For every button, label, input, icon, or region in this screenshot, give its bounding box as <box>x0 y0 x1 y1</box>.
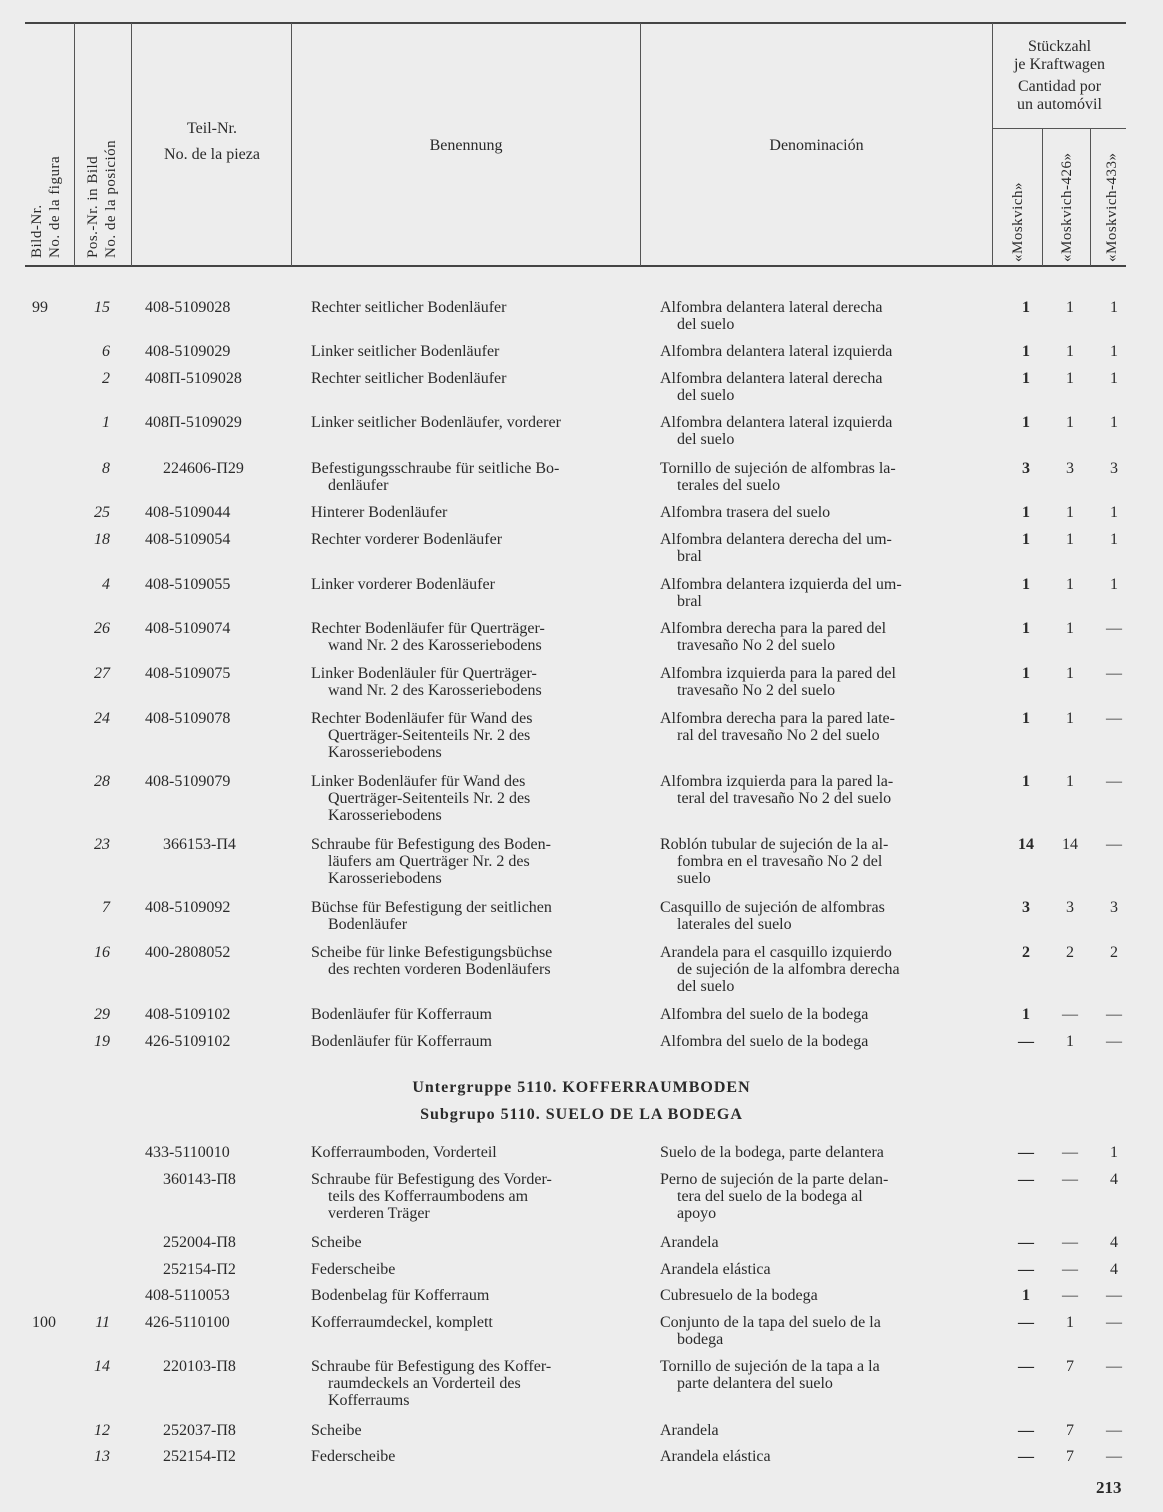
qty-moskvich-426-cell: 1 <box>1066 620 1074 637</box>
denominacion-line: Alfombra delantera lateral izquierda <box>660 414 893 431</box>
qty-moskvich-cell: — <box>1018 1033 1034 1050</box>
benennung-line: Hinterer Bodenläufer <box>311 504 448 521</box>
benennung-line: Karosseriebodens <box>328 807 442 824</box>
benennung-line: verderen Träger <box>328 1205 430 1222</box>
pos-nr-cell: 13 <box>94 1448 110 1465</box>
qty-moskvich-cell: — <box>1018 1144 1034 1161</box>
denominacion-line: Cubresuelo de la bodega <box>660 1287 818 1304</box>
denominacion-cell <box>660 1144 972 1161</box>
benennung-line: Karosseriebodens <box>328 870 442 887</box>
header-pos-nr-es: No. de la posición <box>103 139 119 258</box>
denominacion-line: Alfombra derecha para la pared del <box>660 620 887 637</box>
benennung-line: teils des Kofferraumbodens am <box>328 1188 529 1205</box>
benennung-cell <box>311 836 625 887</box>
denominacion-line: Alfombra delantera izquierda del um- <box>660 576 902 593</box>
qty-moskvich-cell: 1 <box>1022 504 1030 521</box>
pos-nr-cell: 24 <box>94 710 110 727</box>
part-number-cell: 408П-5109029 <box>145 414 242 431</box>
benennung-cell <box>311 944 625 978</box>
header-denominacion: Denominación <box>769 137 864 154</box>
bild-nr-cell: 99 <box>32 299 48 316</box>
part-number-cell: 408-5109054 <box>145 531 231 548</box>
denominacion-line: apoyo <box>677 1205 717 1222</box>
denominacion-cell <box>660 460 972 494</box>
denominacion-cell <box>660 1422 972 1439</box>
denominacion-line: travesaño No 2 del suelo <box>677 637 836 654</box>
benennung-line: Rechter vorderer Bodenläufer <box>311 531 503 548</box>
qty-moskvich-cell: 1 <box>1022 1287 1030 1304</box>
qty-moskvich-426-cell: 7 <box>1066 1422 1074 1439</box>
denominacion-cell <box>660 836 972 887</box>
benennung-line: Linker Bodenläuler für Querträger- <box>311 665 537 682</box>
benennung-line: des rechten vorderen Bodenläufers <box>328 961 551 978</box>
column-divider <box>1042 129 1043 266</box>
part-number-cell: 426-5110100 <box>145 1314 230 1331</box>
benennung-line: Federscheibe <box>311 1261 396 1278</box>
denominacion-line: Alfombra delantera lateral izquierda <box>660 343 893 360</box>
denominacion-line: Arandela <box>660 1234 719 1251</box>
denominacion-line: Tornillo de sujeción de la tapa a la <box>660 1358 880 1375</box>
pos-nr-cell: 11 <box>95 1314 110 1331</box>
qty-moskvich-426-cell: 1 <box>1066 710 1074 727</box>
subgroup-heading-es: Subgrupo 5110. SUELO DE LA BODEGA <box>420 1106 743 1123</box>
qty-moskvich-433-cell: 2 <box>1110 944 1118 961</box>
benennung-line: Federscheibe <box>311 1448 396 1465</box>
qty-moskvich-cell: 1 <box>1022 343 1030 360</box>
header-top-rule <box>25 22 1126 25</box>
header-model-moskvich: «Moskvich» <box>1010 182 1026 262</box>
denominacion-line: travesaño No 2 del suelo <box>677 682 836 699</box>
denominacion-line: Arandela elástica <box>660 1448 771 1465</box>
denominacion-line: Conjunto de la tapa del suelo de la <box>660 1314 881 1331</box>
qty-moskvich-433-cell: — <box>1106 1033 1122 1050</box>
pos-nr-cell: 25 <box>94 504 110 521</box>
qty-moskvich-426-cell: 3 <box>1066 899 1074 916</box>
header-bild-nr-es: No. de la figura <box>47 155 63 258</box>
qty-moskvich-cell: 14 <box>1018 836 1034 853</box>
qty-moskvich-cell: — <box>1018 1234 1034 1251</box>
denominacion-cell <box>660 1314 972 1348</box>
denominacion-cell <box>660 899 972 933</box>
part-number-cell: 366153-П4 <box>163 836 236 853</box>
qty-moskvich-433-cell: — <box>1106 710 1122 727</box>
part-number-cell: 408-5109055 <box>145 576 231 593</box>
qty-moskvich-426-cell: — <box>1062 1287 1078 1304</box>
benennung-cell <box>311 1144 625 1161</box>
denominacion-line: de sujeción de la alfombra derecha <box>677 961 900 978</box>
benennung-line: Bodenbelag für Kofferraum <box>311 1287 490 1304</box>
qty-moskvich-cell: — <box>1018 1358 1034 1375</box>
benennung-cell <box>311 665 625 699</box>
pos-nr-cell: 14 <box>94 1358 110 1375</box>
qty-moskvich-cell: — <box>1018 1314 1034 1331</box>
qty-moskvich-cell: — <box>1018 1171 1034 1188</box>
denominacion-line: Alfombra delantera lateral derecha <box>660 299 883 316</box>
denominacion-cell <box>660 1033 972 1050</box>
benennung-line: Linker vorderer Bodenläufer <box>311 576 495 593</box>
denominacion-line: del suelo <box>677 316 735 333</box>
qty-moskvich-426-cell: 1 <box>1066 576 1074 593</box>
part-number-cell: 408-5109078 <box>145 710 231 727</box>
denominacion-line: suelo <box>677 870 711 887</box>
qty-moskvich-cell: 1 <box>1022 576 1030 593</box>
denominacion-cell <box>660 370 972 404</box>
qty-moskvich-433-cell: — <box>1106 1422 1122 1439</box>
denominacion-line: bodega <box>677 1331 724 1348</box>
denominacion-line: fombra en el travesaño No 2 del <box>677 853 883 870</box>
qty-moskvich-cell: 1 <box>1022 299 1030 316</box>
benennung-line: Linker seitlicher Bodenläufer, vorderer <box>311 414 561 431</box>
header-model-moskvich-433: «Moskvich-433» <box>1104 152 1120 262</box>
qty-moskvich-433-cell: — <box>1106 620 1122 637</box>
qty-moskvich-433-cell: 1 <box>1110 370 1118 387</box>
part-number-cell: 426-5109102 <box>145 1033 231 1050</box>
qty-moskvich-426-cell: — <box>1062 1144 1078 1161</box>
qty-moskvich-cell: — <box>1018 1261 1034 1278</box>
qty-moskvich-433-cell: — <box>1106 665 1122 682</box>
benennung-cell <box>311 1006 625 1023</box>
benennung-cell <box>311 1234 625 1251</box>
part-number-cell: 408П-5109028 <box>145 370 242 387</box>
benennung-cell <box>311 1261 625 1278</box>
part-number-cell: 220103-П8 <box>163 1358 236 1375</box>
qty-moskvich-cell: 3 <box>1022 460 1030 477</box>
denominacion-line: Suelo de la bodega, parte delantera <box>660 1144 884 1161</box>
pos-nr-cell: 6 <box>102 343 110 360</box>
qty-moskvich-cell: 1 <box>1022 414 1030 431</box>
pos-nr-cell: 1 <box>102 414 110 431</box>
benennung-line: Befestigungsschraube für seitliche Bo- <box>311 460 560 477</box>
qty-moskvich-426-cell: — <box>1062 1006 1078 1023</box>
denominacion-cell <box>660 710 972 744</box>
pos-nr-cell: 23 <box>94 836 110 853</box>
header-teil-nr-de: Teil-Nr. <box>187 120 237 137</box>
qty-moskvich-433-cell: — <box>1106 1287 1122 1304</box>
header-model-moskvich-426: «Moskvich-426» <box>1059 152 1075 262</box>
pos-nr-cell: 28 <box>94 773 110 790</box>
benennung-line: Rechter Bodenläufer für Wand des <box>311 710 533 727</box>
denominacion-cell <box>660 1448 972 1465</box>
denominacion-line: Tornillo de sujeción de alfombras la- <box>660 460 896 477</box>
denominacion-cell <box>660 1287 972 1304</box>
benennung-cell <box>311 1358 625 1409</box>
header-stueckzahl-line: Stückzahl <box>1027 38 1092 55</box>
denominacion-cell <box>660 576 972 610</box>
qty-moskvich-433-cell: 3 <box>1110 460 1118 477</box>
benennung-cell <box>311 299 625 316</box>
denominacion-line: del suelo <box>677 978 735 995</box>
benennung-cell <box>311 1448 625 1465</box>
pos-nr-cell: 12 <box>94 1422 110 1439</box>
benennung-cell <box>311 620 625 654</box>
benennung-cell <box>311 414 625 431</box>
header-bild-nr <box>28 156 64 258</box>
qty-moskvich-426-cell: — <box>1062 1261 1078 1278</box>
denominacion-cell <box>660 504 972 521</box>
header-pos-nr <box>84 140 120 258</box>
qty-moskvich-426-cell: 1 <box>1066 773 1074 790</box>
pos-nr-cell: 4 <box>102 576 110 593</box>
denominacion-cell <box>660 1171 972 1222</box>
part-number-cell: 360143-П8 <box>163 1171 236 1188</box>
benennung-cell <box>311 1033 625 1050</box>
qty-moskvich-433-cell: 4 <box>1110 1234 1118 1251</box>
denominacion-cell <box>660 773 972 807</box>
qty-moskvich-433-cell: — <box>1106 1006 1122 1023</box>
denominacion-line: Arandela para el casquillo izquierdo <box>660 944 892 961</box>
part-number-cell: 252037-П8 <box>163 1422 236 1439</box>
pos-nr-cell: 8 <box>102 460 110 477</box>
benennung-cell <box>311 343 625 360</box>
column-divider <box>74 23 75 266</box>
denominacion-line: laterales del suelo <box>677 916 792 933</box>
denominacion-cell <box>660 299 972 333</box>
part-number-cell: 408-5109079 <box>145 773 231 790</box>
pos-nr-cell: 2 <box>102 370 110 387</box>
benennung-cell <box>311 504 625 521</box>
denominacion-line: terales del suelo <box>677 477 781 494</box>
qty-moskvich-426-cell: 14 <box>1062 836 1078 853</box>
denominacion-cell <box>660 1234 972 1251</box>
part-number-cell: 252154-П2 <box>163 1448 236 1465</box>
header-benennung: Benennung <box>429 137 503 154</box>
denominacion-line: Alfombra izquierda para la pared la- <box>660 773 894 790</box>
qty-moskvich-cell: — <box>1018 1422 1034 1439</box>
header-bottom-rule <box>25 265 1126 268</box>
pos-nr-cell: 19 <box>94 1033 110 1050</box>
benennung-cell <box>311 1314 625 1331</box>
benennung-line: wand Nr. 2 des Karosseriebodens <box>328 682 542 699</box>
page-number: 213 <box>1096 1478 1122 1497</box>
benennung-line: Linker seitlicher Bodenläufer <box>311 343 500 360</box>
qty-moskvich-426-cell: — <box>1062 1234 1078 1251</box>
quantity-header-rule <box>992 128 1126 129</box>
subgroup-heading-de: Untergruppe 5110. KOFFERRAUMBODEN <box>412 1079 751 1096</box>
part-number-cell: 433-5110010 <box>145 1144 230 1161</box>
denominacion-cell <box>660 531 972 565</box>
benennung-line: Querträger-Seitenteils Nr. 2 des <box>328 727 531 744</box>
part-number-cell: 408-5109074 <box>145 620 231 637</box>
benennung-line: Scheibe <box>311 1234 362 1251</box>
denominacion-cell <box>660 620 972 654</box>
qty-moskvich-426-cell: 1 <box>1066 370 1074 387</box>
denominacion-line: Casquillo de sujeción de alfombras <box>660 899 885 916</box>
denominacion-line: del suelo <box>677 431 735 448</box>
part-number-cell: 408-5110053 <box>145 1287 230 1304</box>
qty-moskvich-433-cell: 4 <box>1110 1261 1118 1278</box>
benennung-line: denläufer <box>328 477 389 494</box>
header-teil-nr-es: No. de la pieza <box>164 146 260 163</box>
qty-moskvich-426-cell: 2 <box>1066 944 1074 961</box>
denominacion-line: Roblón tubular de sujeción de la al- <box>660 836 889 853</box>
part-number-cell: 224606-П29 <box>163 460 244 477</box>
qty-moskvich-433-cell: — <box>1106 773 1122 790</box>
benennung-cell <box>311 460 625 494</box>
benennung-line: Bodenläufer für Kofferraum <box>311 1006 492 1023</box>
header-teil-nr <box>132 119 292 165</box>
benennung-cell <box>311 773 625 824</box>
benennung-cell <box>311 576 625 593</box>
qty-moskvich-433-cell: — <box>1106 1358 1122 1375</box>
benennung-cell <box>311 1171 625 1222</box>
benennung-line: raumdeckels an Vorderteil des <box>328 1375 521 1392</box>
denominacion-cell <box>660 1261 972 1278</box>
benennung-line: Rechter seitlicher Bodenläufer <box>311 299 507 316</box>
part-number-cell: 408-5109028 <box>145 299 231 316</box>
benennung-cell <box>311 710 625 761</box>
qty-moskvich-433-cell: 1 <box>1110 1144 1118 1161</box>
qty-moskvich-cell: 1 <box>1022 710 1030 727</box>
denominacion-cell <box>660 1006 972 1023</box>
qty-moskvich-433-cell: — <box>1106 1314 1122 1331</box>
qty-moskvich-cell: 2 <box>1022 944 1030 961</box>
denominacion-cell <box>660 343 972 360</box>
denominacion-line: ral del travesaño No 2 del suelo <box>677 727 880 744</box>
qty-moskvich-433-cell: 1 <box>1110 343 1118 360</box>
denominacion-line: Alfombra trasera del suelo <box>660 504 831 521</box>
pos-nr-cell: 16 <box>94 944 110 961</box>
benennung-line: Scheibe für linke Befestigungsbüchse <box>311 944 553 961</box>
qty-moskvich-433-cell: 1 <box>1110 299 1118 316</box>
benennung-line: Bodenläufer für Kofferraum <box>311 1033 492 1050</box>
denominacion-line: Alfombra delantera lateral derecha <box>660 370 883 387</box>
denominacion-line: parte delantera del suelo <box>677 1375 833 1392</box>
denominacion-line: Arandela <box>660 1422 719 1439</box>
benennung-line: Rechter seitlicher Bodenläufer <box>311 370 507 387</box>
denominacion-line: bral <box>677 548 702 565</box>
benennung-line: Scheibe <box>311 1422 362 1439</box>
pos-nr-cell: 18 <box>94 531 110 548</box>
benennung-cell <box>311 1287 625 1304</box>
qty-moskvich-426-cell: 1 <box>1066 1033 1074 1050</box>
benennung-line: Kofferraumdeckel, komplett <box>311 1314 493 1331</box>
column-divider <box>1090 129 1091 266</box>
benennung-line: Linker Bodenläufer für Wand des <box>311 773 526 790</box>
header-cantidad-line: Cantidad por <box>1017 78 1102 95</box>
qty-moskvich-433-cell: — <box>1106 1448 1122 1465</box>
benennung-line: Schraube für Befestigung des Vorder- <box>311 1171 552 1188</box>
qty-moskvich-cell: 1 <box>1022 370 1030 387</box>
denominacion-line: Alfombra del suelo de la bodega <box>660 1033 869 1050</box>
denominacion-line: del suelo <box>677 387 735 404</box>
qty-moskvich-426-cell: 1 <box>1066 343 1074 360</box>
pos-nr-cell: 27 <box>94 665 110 682</box>
denominacion-line: tera del suelo de la bodega al <box>677 1188 863 1205</box>
benennung-line: Karosseriebodens <box>328 744 442 761</box>
part-number-cell: 400-2808052 <box>145 944 231 961</box>
benennung-line: Rechter Bodenläufer für Querträger- <box>311 620 545 637</box>
qty-moskvich-433-cell: 1 <box>1110 414 1118 431</box>
header-stueckzahl <box>993 38 1126 114</box>
benennung-cell <box>311 899 625 933</box>
qty-moskvich-cell: 1 <box>1022 773 1030 790</box>
pos-nr-cell: 7 <box>102 899 110 916</box>
benennung-line: Bodenläufer <box>328 916 408 933</box>
header-stueckzahl-line: je Kraftwagen <box>1013 56 1106 73</box>
benennung-line: wand Nr. 2 des Karosseriebodens <box>328 637 542 654</box>
benennung-line: Querträger-Seitenteils Nr. 2 des <box>328 790 531 807</box>
qty-moskvich-433-cell: 3 <box>1110 899 1118 916</box>
benennung-line: Schraube für Befestigung des Boden- <box>311 836 551 853</box>
denominacion-line: Perno de sujeción de la parte delan- <box>660 1171 889 1188</box>
qty-moskvich-426-cell: 1 <box>1066 665 1074 682</box>
qty-moskvich-cell: — <box>1018 1448 1034 1465</box>
header-cantidad-line: un automóvil <box>1017 96 1102 113</box>
qty-moskvich-426-cell: 1 <box>1066 299 1074 316</box>
qty-moskvich-433-cell: 1 <box>1110 576 1118 593</box>
denominacion-cell <box>660 414 972 448</box>
part-number-cell: 252154-П2 <box>163 1261 236 1278</box>
denominacion-line: Alfombra delantera derecha del um- <box>660 531 892 548</box>
qty-moskvich-cell: 1 <box>1022 665 1030 682</box>
denominacion-cell <box>660 665 972 699</box>
qty-moskvich-426-cell: 7 <box>1066 1448 1074 1465</box>
qty-moskvich-433-cell: — <box>1106 836 1122 853</box>
part-number-cell: 408-5109029 <box>145 343 231 360</box>
qty-moskvich-426-cell: 1 <box>1066 531 1074 548</box>
pos-nr-cell: 15 <box>94 299 110 316</box>
qty-moskvich-433-cell: 1 <box>1110 504 1118 521</box>
part-number-cell: 408-5109102 <box>145 1006 231 1023</box>
denominacion-line: Arandela elástica <box>660 1261 771 1278</box>
part-number-cell: 408-5109075 <box>145 665 231 682</box>
benennung-cell <box>311 531 625 548</box>
pos-nr-cell: 26 <box>94 620 110 637</box>
qty-moskvich-426-cell: 1 <box>1066 1314 1074 1331</box>
qty-moskvich-433-cell: 1 <box>1110 531 1118 548</box>
denominacion-line: Alfombra derecha para la pared late- <box>660 710 895 727</box>
pos-nr-cell: 29 <box>94 1006 110 1023</box>
benennung-line: Kofferraums <box>328 1392 410 1409</box>
benennung-line: Kofferraumboden, Vorderteil <box>311 1144 497 1161</box>
qty-moskvich-433-cell: 4 <box>1110 1171 1118 1188</box>
benennung-line: Büchse für Befestigung der seitlichen <box>311 899 552 916</box>
benennung-cell <box>311 370 625 387</box>
part-number-cell: 408-5109092 <box>145 899 231 916</box>
qty-moskvich-426-cell: 1 <box>1066 504 1074 521</box>
qty-moskvich-426-cell: 1 <box>1066 414 1074 431</box>
qty-moskvich-cell: 1 <box>1022 531 1030 548</box>
header-pos-nr-de: Pos.-Nr. in Bild <box>85 155 101 258</box>
denominacion-line: bral <box>677 593 702 610</box>
qty-moskvich-426-cell: 3 <box>1066 460 1074 477</box>
qty-moskvich-cell: 1 <box>1022 1006 1030 1023</box>
qty-moskvich-426-cell: 7 <box>1066 1358 1074 1375</box>
qty-moskvich-cell: 1 <box>1022 620 1030 637</box>
header-bild-nr-de: Bild-Nr. <box>29 204 45 258</box>
benennung-line: läufers am Querträger Nr. 2 des <box>328 853 530 870</box>
benennung-cell <box>311 1422 625 1439</box>
qty-moskvich-cell: 3 <box>1022 899 1030 916</box>
part-number-cell: 252004-П8 <box>163 1234 236 1251</box>
bild-nr-cell: 100 <box>32 1314 56 1331</box>
denominacion-line: Alfombra del suelo de la bodega <box>660 1006 869 1023</box>
denominacion-cell <box>660 1358 972 1392</box>
part-number-cell: 408-5109044 <box>145 504 231 521</box>
denominacion-cell <box>660 944 972 995</box>
qty-moskvich-426-cell: — <box>1062 1171 1078 1188</box>
denominacion-line: teral del travesaño No 2 del suelo <box>677 790 892 807</box>
benennung-line: Schraube für Befestigung des Koffer- <box>311 1358 552 1375</box>
denominacion-line: Alfombra izquierda para la pared del <box>660 665 896 682</box>
